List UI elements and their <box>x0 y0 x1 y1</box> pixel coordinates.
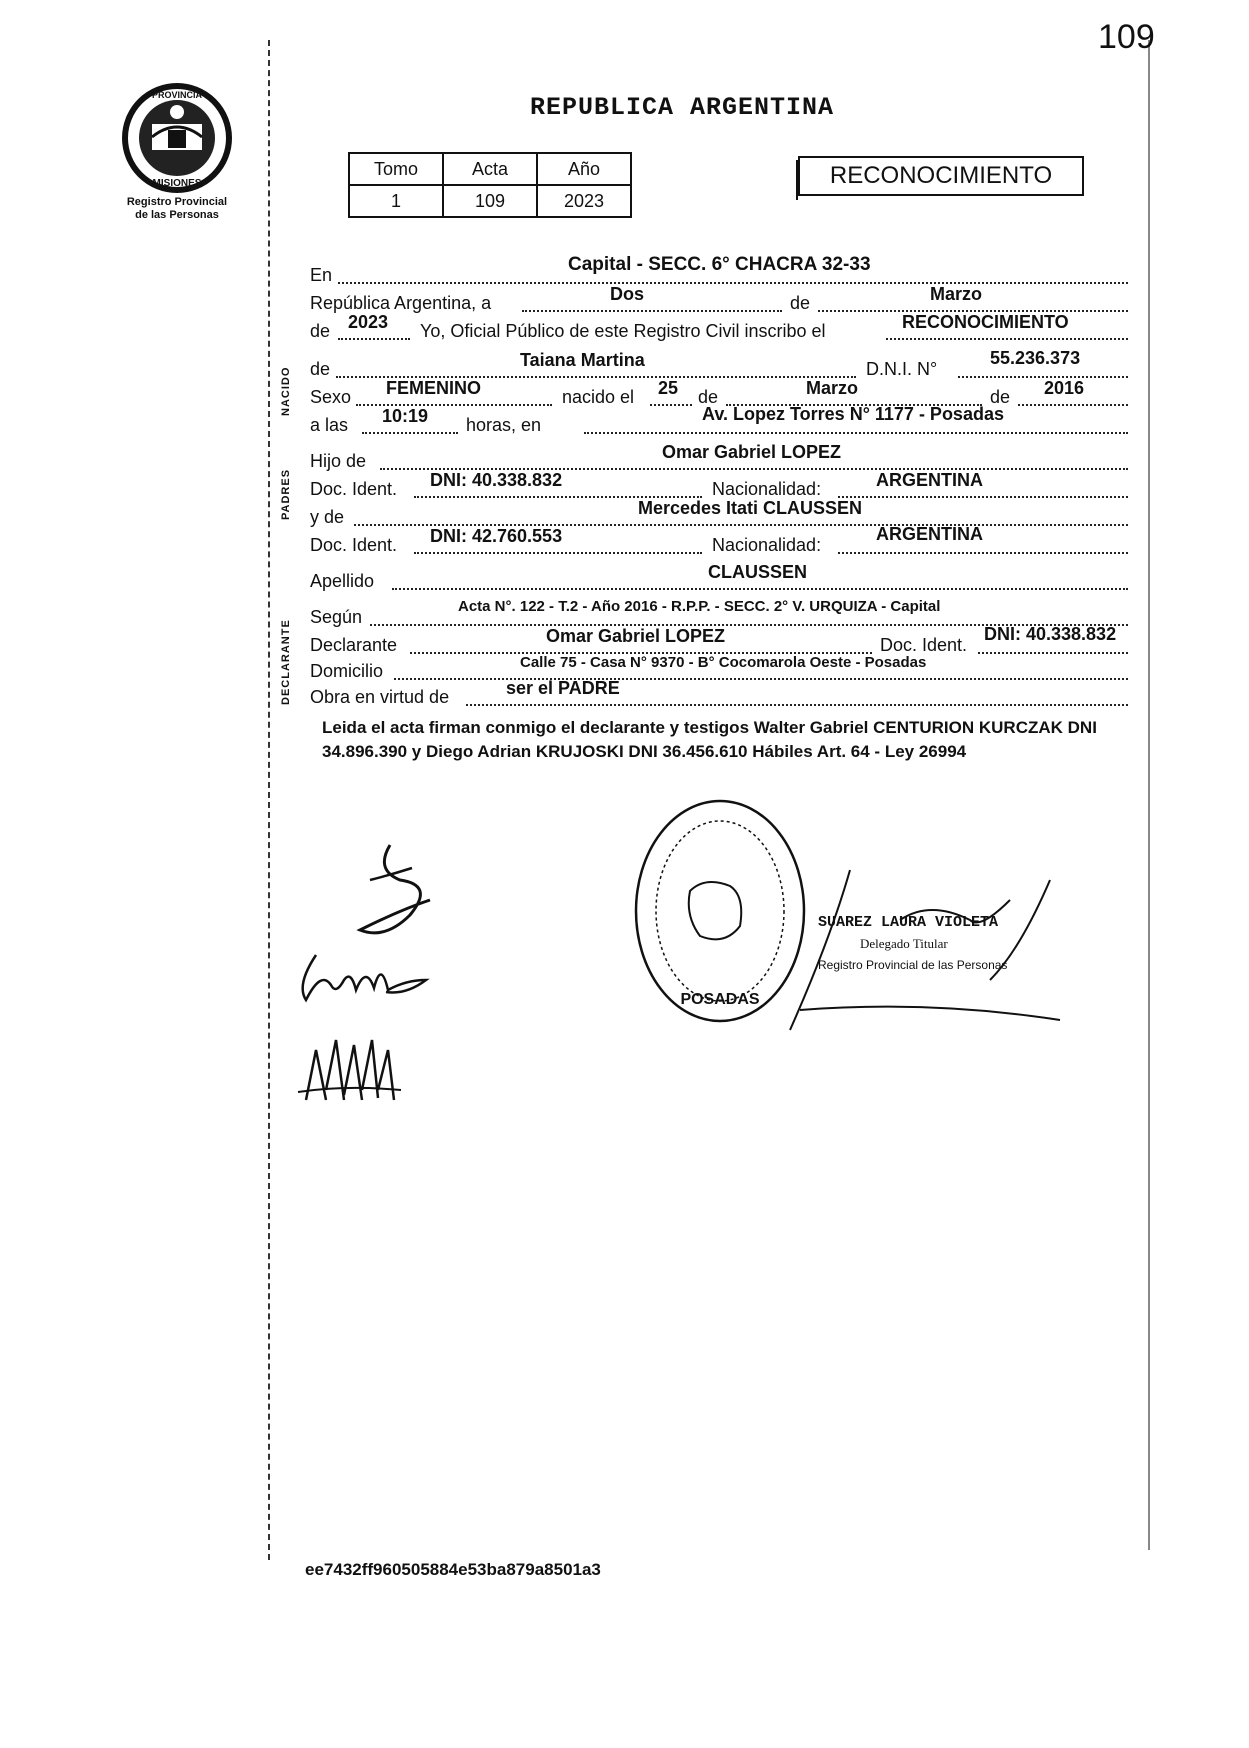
label-republica: República Argentina, a <box>310 293 492 313</box>
dotted-line <box>522 310 782 312</box>
label-en: En <box>310 265 333 285</box>
logo-text-top: PROVINCIA <box>151 90 203 100</box>
table-value-tomo: 1 <box>349 185 443 217</box>
label-doc-declarante: Doc. Ident. <box>880 635 968 655</box>
label-doc2: Doc. Ident. <box>310 535 398 555</box>
dotted-line <box>958 376 1128 378</box>
value-segun: Acta N°. 122 - T.2 - Año 2016 - R.P.P. - SECC. 2° V. URQUIZA - Capital <box>458 598 941 615</box>
label-alas: a las <box>310 415 349 435</box>
value-dni: 55.236.373 <box>990 348 1081 368</box>
logo-caption-line2: de las Personas <box>135 209 219 221</box>
label-de-mes: de <box>698 387 719 407</box>
value-nombre: Taiana Martina <box>520 350 645 370</box>
value-hora: 10:19 <box>382 406 429 426</box>
value-obra: ser el PADRE <box>506 678 620 698</box>
value-padre: Omar Gabriel LOPEZ <box>662 442 842 462</box>
right-margin-line <box>1148 40 1150 1550</box>
table-header-tomo: Tomo <box>349 153 443 185</box>
section-label-declarante: DECLARANTE <box>280 619 292 705</box>
dotted-line <box>414 552 702 554</box>
value-declarante: Omar Gabriel LOPEZ <box>546 626 726 646</box>
seal-bottom-text: POSADAS <box>680 991 760 1008</box>
value-mes: Marzo <box>930 284 983 304</box>
act-type-box: RECONOCIMIENTO <box>798 156 1084 196</box>
witness-signature-2 <box>296 1030 406 1120</box>
label-domicilio: Domicilio <box>310 661 384 681</box>
dotted-line <box>362 432 458 434</box>
value-nac1: ARGENTINA <box>876 470 983 490</box>
label-nacido-el: nacido el <box>562 387 635 407</box>
dotted-line <box>650 404 692 406</box>
section-label-padres: PADRES <box>280 468 292 520</box>
table-value-anio: 2023 <box>537 185 631 217</box>
dotted-line <box>978 652 1128 654</box>
closing-statement: Leida el acta firman conmigo el declarante y testigos Walter Gabriel CENTURION KURCZAK DNI 34.896.390 y Diego Adrian KRUJOSKI DNI 36.456.610 Hábiles Art. 64 - Ley 26994 <box>322 718 1097 761</box>
provincial-seal-logo <box>118 82 236 194</box>
witness-signature-1 <box>296 950 436 1010</box>
dotted-line <box>584 432 1128 434</box>
official-name: SUAREZ LAURA VIOLETA <box>818 914 999 931</box>
official-office: Registro Provincial de las Personas <box>818 958 1008 972</box>
logo-caption <box>104 196 250 222</box>
registry-table-value-row <box>349 185 631 217</box>
label-doc1: Doc. Ident. <box>310 479 398 499</box>
logo-text-bottom: MISIONES <box>152 178 202 189</box>
document-title: REPUBLICA ARGENTINA <box>530 93 835 122</box>
page-number: 109 <box>1098 18 1155 56</box>
value-nac2: ARGENTINA <box>876 524 983 544</box>
label-nac2: Nacionalidad: <box>712 535 822 555</box>
value-apellido: CLAUSSEN <box>708 562 808 582</box>
value-anio-nac: 2016 <box>1044 378 1085 398</box>
value-mes-nac: Marzo <box>806 378 859 398</box>
dotted-line <box>466 704 1128 706</box>
dotted-line <box>338 338 410 340</box>
value-inscribo: RECONOCIMIENTO <box>902 312 1069 332</box>
registry-table <box>348 152 632 218</box>
value-domicilio: Calle 75 - Casa N° 9370 - B° Cocomarola Oeste - Posadas <box>520 654 927 671</box>
logo-caption-line1: Registro Provincial <box>126 196 228 208</box>
official-role: Delegado Titular <box>860 936 948 951</box>
value-en: Capital - SECC. 6° CHACRA 32-33 <box>568 254 871 275</box>
value-doc1: DNI: 40.338.832 <box>430 470 563 490</box>
label-dni: D.N.I. N° <box>866 359 938 379</box>
table-header-anio: Año <box>537 153 631 185</box>
label-nacido-de: de <box>310 359 331 379</box>
label-sexo: Sexo <box>310 387 352 407</box>
label-obra: Obra en virtud de <box>310 687 450 707</box>
declarante-signature <box>340 840 450 950</box>
label-de-anio: de <box>990 387 1011 407</box>
document-hash: ee7432ff960505884e53ba879a8501a3 <box>305 1560 601 1579</box>
dotted-line <box>394 678 1128 680</box>
label-inscribo: Yo, Oficial Público de este Registro Civil inscribo el <box>420 321 826 341</box>
dotted-line <box>838 496 1128 498</box>
table-header-acta: Acta <box>443 153 537 185</box>
dotted-line <box>338 282 1128 284</box>
dotted-line <box>886 338 1128 340</box>
dotted-line <box>1018 404 1128 406</box>
label-apellido: Apellido <box>310 571 375 591</box>
dotted-line <box>838 552 1128 554</box>
label-segun: Según <box>310 607 363 627</box>
value-dia-nac: 25 <box>658 378 679 398</box>
table-value-acta: 109 <box>443 185 537 217</box>
registry-table-header-row <box>349 153 631 185</box>
label-nac1: Nacionalidad: <box>712 479 822 499</box>
dotted-line <box>392 588 1128 590</box>
value-doc2: DNI: 42.760.553 <box>430 526 563 546</box>
value-sexo: FEMENINO <box>386 378 482 398</box>
label-hijo-de: Hijo de <box>310 451 367 471</box>
left-margin-line <box>268 40 270 1560</box>
label-horas-en: horas, en <box>466 415 542 435</box>
value-madre: Mercedes Itati CLAUSSEN <box>638 498 863 518</box>
value-dia: Dos <box>610 284 645 304</box>
label-de: de <box>790 293 811 313</box>
value-anio: 2023 <box>348 312 389 332</box>
label-declarante: Declarante <box>310 635 398 655</box>
value-doc-declarante: DNI: 40.338.832 <box>984 624 1117 644</box>
value-lugar: Av. Lopez Torres N° 1177 - Posadas <box>702 404 1004 424</box>
label-de2: de <box>310 321 331 341</box>
label-y-de: y de <box>310 507 345 527</box>
section-label-nacido: NACIDO <box>280 366 292 416</box>
